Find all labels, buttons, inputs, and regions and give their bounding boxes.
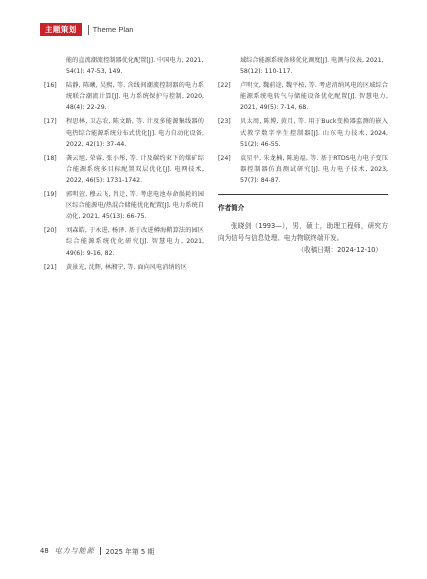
reference-continuation [44, 55, 204, 77]
reference-text: 域综合能源系统备移优化调度[J]. 电测与仪表, 2021, 58(12): 110-117. [240, 57, 384, 76]
section-divider [218, 194, 388, 195]
reference-number: [17] [44, 118, 57, 126]
header-divider [88, 25, 89, 35]
references-left-column [44, 55, 204, 276]
page-footer [40, 546, 154, 556]
reference-number: [24] [218, 154, 231, 162]
footer-divider [100, 547, 101, 555]
reference-item [44, 153, 204, 186]
reference-number: [21] [44, 263, 57, 271]
references-right-column [218, 55, 388, 256]
reference-text: 卢明文, 魏前途, 魏平桉, 等. 考虑消纳风电的区域综合能源系统电转气与储能设备优化配置[J]. 智慧电力, 2021, 49(5): 7-14, 68. [240, 82, 388, 112]
reference-item [44, 80, 204, 113]
page-header [40, 23, 134, 36]
reference-number: [18] [44, 154, 57, 162]
reference-item [44, 262, 204, 273]
section-tag: 主题策划 [40, 23, 82, 36]
reference-text: 程思林, 卫志农, 陈文路, 等. 计及多能源集线器的电热综合能源系统分布式优化[J]. 电力自动化设备, 2022, 42(1): 37-44. [66, 118, 204, 148]
reference-item [218, 80, 388, 113]
reference-number: [19] [44, 191, 57, 199]
reference-item [44, 116, 204, 149]
received-date: （收稿日期：2024-12-10） [297, 246, 382, 255]
reference-item [218, 153, 388, 186]
reference-text: 能的直流潮流控制器优化配置[J]. 中国电力, 2021, 54(1): 47-53, 149. [66, 57, 204, 76]
reference-item [44, 189, 204, 222]
reference-number: [22] [218, 82, 231, 90]
author-bio-text: 张晓剑（1993—），男，硕士，助理工程师，研究方向为信号与信息处理、电力物联终端开发。 [218, 222, 388, 243]
reference-text: 黄景光, 沈辉, 林湘宁, 等. 面向风电消纳的区 [66, 263, 187, 271]
reference-number: [20] [44, 227, 57, 235]
reference-item [44, 225, 204, 258]
reference-text: 龚云旭, 荣睿, 张小彤, 等. 计及碳约束下的煤矿综合能源系统多目标配置双层优化[J]. 电网技术, 2022, 46(5): 1731-1742. [66, 154, 204, 184]
reference-text: 陆静, 陈曦, 吴熙, 等. 含线间潮流控制器的电力系统联合潮流计算[J]. 电力系统保护与控制, 2020, 48(4): 22-29. [66, 82, 204, 112]
reference-text: 郭明萱, 穆云飞, 肖迁, 等. 考虑电池寿命损耗的园区综合能源电/热混合储能优化配置[J]. 电力系统自动化, 2021, 45(13): 66-75. [66, 191, 204, 221]
reference-item [218, 116, 388, 149]
reference-number: [23] [218, 118, 231, 126]
issue-label: 2025 年第 5 期 [105, 548, 155, 556]
reference-text: 袁星平, 朱龙楠, 陈迪福, 等. 基于RTDS电力电子变压器控制器仿真测试研究[J]. 电力电子技术, 2023, 57(7): 84-87. [240, 154, 388, 184]
section-title: Theme Plan [92, 25, 134, 34]
author-bio-heading: 作者简介 [218, 204, 245, 213]
journal-logo: 电力与能源 [54, 547, 95, 555]
reference-number: [16] [44, 82, 57, 90]
page-number: 48 [40, 547, 49, 555]
reference-text: 贝太周, 陈博, 黄月, 等. 用于Buck变换器监测的嵌入式教学数字孪生控制器[J]. 山东电力技术, 2024, 51(2): 46-55. [240, 118, 388, 148]
reference-continuation [218, 55, 388, 77]
reference-text: 刘森皓, 于永进, 杨泽. 基于改进樽海鞘算法的园区综合能源系统优化研究[J]. 智慧电力, 2021, 49(6): 9-16, 82. [66, 227, 204, 257]
